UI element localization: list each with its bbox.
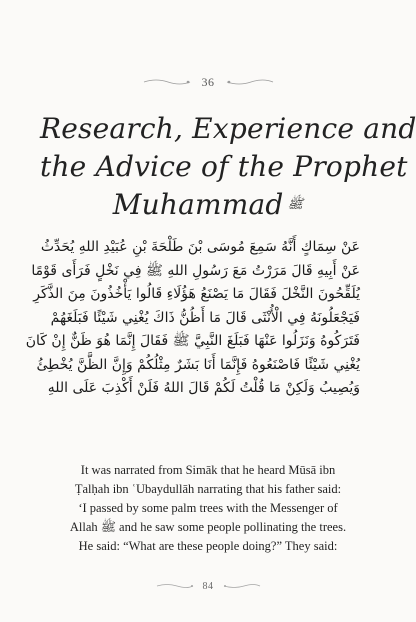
chapter-title bbox=[40, 110, 416, 224]
arabic-line: فَتَرَكُوهُ وَنَزَلُوا عَنْهَا فَبَلَغَ النَّبِيَّ ﷺ فَقَالَ إِنَّمَا هُوَ ظَنٌّ إِنْ كَانَ bbox=[25, 333, 360, 349]
honorific-glyph: ﷺ bbox=[287, 197, 304, 212]
title-line-3 bbox=[40, 186, 376, 224]
footer-right-flourish-icon bbox=[222, 582, 262, 590]
left-flourish-icon bbox=[142, 77, 192, 87]
title-line-2: the Advice of the Prophet bbox=[40, 150, 408, 183]
arabic-line: يُغْنِي شَيْئًا فَاصْنَعُوهُ فَإِنَّمَا أَنَا بَشَرٌ مِثْلُكُمْ وَإِنَّ الظَّنَّ يُخْطِئُ bbox=[36, 356, 360, 373]
english-translation bbox=[50, 461, 366, 556]
arabic-line: وَيُصِيبُ وَلَكِنْ مَا قُلْتُ لَكُمْ قَالَ اللهُ فَلَنْ أَكْذِبَ عَلَى اللهِ bbox=[47, 380, 360, 396]
english-line: ‘I passed by some palm trees with the Messenger of bbox=[78, 501, 338, 515]
english-line: He said: “What are these people doing?” They said: bbox=[78, 539, 338, 553]
chapter-header bbox=[0, 74, 416, 92]
title-line-1: Research, Experience and bbox=[40, 112, 416, 145]
english-line: Ṭalḥah ibn ʿUbaydullāh narrating that his father said: bbox=[74, 482, 342, 496]
right-flourish-icon bbox=[225, 77, 275, 87]
page-number: 84 bbox=[202, 580, 214, 592]
arabic-hadith-text bbox=[25, 236, 360, 401]
page-footer bbox=[0, 577, 416, 595]
title-line-3-text: Muhammad bbox=[112, 188, 284, 221]
english-line: Allah ﷺ and he saw some people pollinating the trees. bbox=[69, 520, 347, 534]
arabic-line: فَيَجْعَلُونَهُ فِي الْأُنْثَى قَالَ مَا أَظُنُّ ذَاكَ يُغْنِي شَيْئًا فَبَلَغَهُمْ bbox=[50, 309, 360, 326]
chapter-number: 36 bbox=[201, 74, 215, 89]
arabic-line: عَنْ سِمَاكٍ أَنَّهُ سَمِعَ مُوسَى بْنَ طَلْحَةَ بْنِ عُبَيْدِ اللهِ يُحَدِّثُ bbox=[40, 239, 360, 255]
arabic-line: يُلَقِّحُونَ النَّخْلَ فَقَالَ مَا يَصْنَعُ هَؤُلَاءِ قَالُوا يَأْخُذُونَ مِنَ الذَّكَرِ bbox=[33, 286, 360, 302]
arabic-line: عَنْ أَبِيهِ قَالَ مَرَرْتُ مَعَ رَسُولِ اللهِ ﷺ فِي نَخْلٍ فَرَأَى قَوْمًا bbox=[31, 262, 360, 279]
footer-left-flourish-icon bbox=[155, 582, 195, 590]
english-line: It was narrated from Simāk that he heard Mūsā ibn bbox=[80, 463, 336, 477]
